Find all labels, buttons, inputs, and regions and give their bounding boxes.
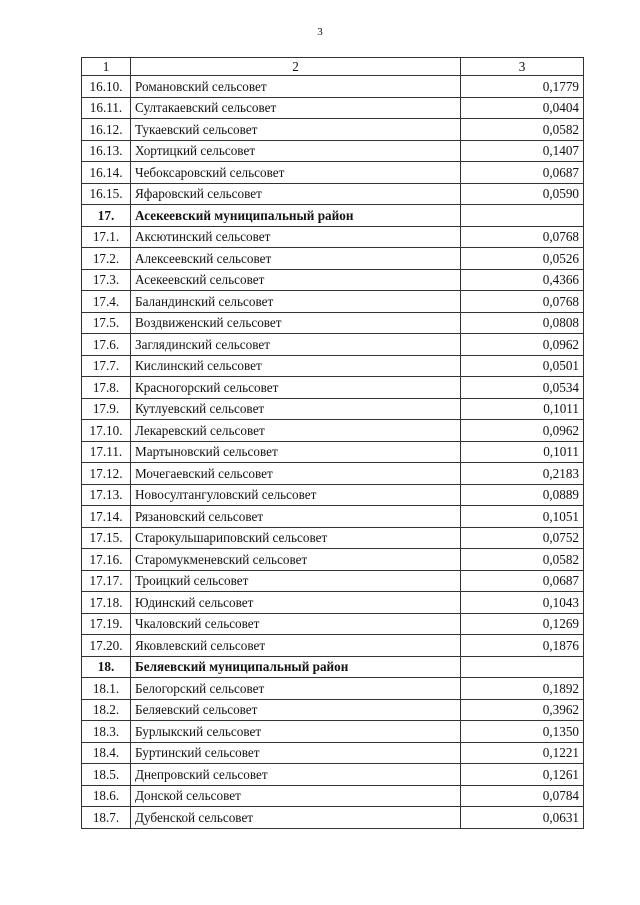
- column-header-name: 2: [131, 58, 461, 76]
- row-number: 17.17.: [82, 570, 131, 592]
- table-row: [82, 119, 584, 141]
- table-row: [82, 76, 584, 98]
- row-name: Аксютинский сельсовет: [131, 226, 461, 248]
- row-value: 0,1011: [461, 398, 584, 420]
- table-row: [82, 441, 584, 463]
- row-name: Хортицкий сельсовет: [131, 140, 461, 162]
- row-value: 0,0501: [461, 355, 584, 377]
- row-number: 16.12.: [82, 119, 131, 141]
- row-value: 0,0962: [461, 334, 584, 356]
- row-name: Буртинский сельсовет: [131, 742, 461, 764]
- row-name: Мочегаевский сельсовет: [131, 463, 461, 485]
- row-number: 18.7.: [82, 807, 131, 829]
- row-value: 0,0808: [461, 312, 584, 334]
- row-number: 17.15.: [82, 527, 131, 549]
- row-value: 0,4366: [461, 269, 584, 291]
- row-value: 0,0889: [461, 484, 584, 506]
- table-row: [82, 592, 584, 614]
- table-body: [82, 76, 584, 829]
- table-row: [82, 506, 584, 528]
- row-name: Султакаевский сельсовет: [131, 97, 461, 119]
- row-name: Красногорский сельсовет: [131, 377, 461, 399]
- row-number: 18.5.: [82, 764, 131, 786]
- row-number: 17.19.: [82, 613, 131, 635]
- row-name: Троицкий сельсовет: [131, 570, 461, 592]
- row-name: Асекеевский сельсовет: [131, 269, 461, 291]
- row-name: Асекеевский муниципальный район: [131, 205, 461, 227]
- row-number: 16.10.: [82, 76, 131, 98]
- row-name: Днепровский сельсовет: [131, 764, 461, 786]
- row-number: 17.14.: [82, 506, 131, 528]
- row-name: Яфаровский сельсовет: [131, 183, 461, 205]
- table-row: [82, 269, 584, 291]
- table-row: [82, 183, 584, 205]
- table-row: [82, 420, 584, 442]
- row-number: 17.2.: [82, 248, 131, 270]
- row-value: 0,1876: [461, 635, 584, 657]
- row-value: 0,0752: [461, 527, 584, 549]
- row-value: 0,3962: [461, 699, 584, 721]
- table-row: [82, 140, 584, 162]
- row-name: Беляевский сельсовет: [131, 699, 461, 721]
- row-name: Алексеевский сельсовет: [131, 248, 461, 270]
- section-row: [82, 205, 584, 227]
- row-number: 18.6.: [82, 785, 131, 807]
- row-name: Баландинский сельсовет: [131, 291, 461, 313]
- table-row: [82, 570, 584, 592]
- row-value: 0,1043: [461, 592, 584, 614]
- row-number: 17.4.: [82, 291, 131, 313]
- row-name: Дубенской сельсовет: [131, 807, 461, 829]
- table-row: [82, 312, 584, 334]
- row-name: Бурлыкский сельсовет: [131, 721, 461, 743]
- row-name: Тукаевский сельсовет: [131, 119, 461, 141]
- row-number: 17.16.: [82, 549, 131, 571]
- row-name: Кислинский сельсовет: [131, 355, 461, 377]
- row-number: 17.1.: [82, 226, 131, 248]
- row-name: Беляевский муниципальный район: [131, 656, 461, 678]
- page-number: 3: [317, 26, 323, 38]
- row-number: 18.: [82, 656, 131, 678]
- row-value: 0,0534: [461, 377, 584, 399]
- row-number: 16.15.: [82, 183, 131, 205]
- row-value: 0,0404: [461, 97, 584, 119]
- row-value: 0,1261: [461, 764, 584, 786]
- row-value: 0,0582: [461, 119, 584, 141]
- table-row: [82, 527, 584, 549]
- row-value: 0,1269: [461, 613, 584, 635]
- table-row: [82, 334, 584, 356]
- table-row: [82, 699, 584, 721]
- row-name: Юдинский сельсовет: [131, 592, 461, 614]
- row-name: Мартыновский сельсовет: [131, 441, 461, 463]
- row-number: 18.3.: [82, 721, 131, 743]
- row-value: 0,0582: [461, 549, 584, 571]
- row-name: Белогорский сельсовет: [131, 678, 461, 700]
- row-name: Старомукменевский сельсовет: [131, 549, 461, 571]
- row-number: 17.: [82, 205, 131, 227]
- row-value: 0,1051: [461, 506, 584, 528]
- table-row: [82, 807, 584, 829]
- table-row: [82, 226, 584, 248]
- row-value: 0,0962: [461, 420, 584, 442]
- row-number: 18.2.: [82, 699, 131, 721]
- table-row: [82, 785, 584, 807]
- row-name: Воздвиженский сельсовет: [131, 312, 461, 334]
- row-name: Старокульшариповский сельсовет: [131, 527, 461, 549]
- row-number: 17.12.: [82, 463, 131, 485]
- table-row: [82, 355, 584, 377]
- table-row: [82, 162, 584, 184]
- table-row: [82, 484, 584, 506]
- row-name: Романовский сельсовет: [131, 76, 461, 98]
- row-number: 18.1.: [82, 678, 131, 700]
- row-number: 16.11.: [82, 97, 131, 119]
- row-name: Лекаревский сельсовет: [131, 420, 461, 442]
- row-number: 16.14.: [82, 162, 131, 184]
- row-value: 0,0784: [461, 785, 584, 807]
- row-number: 18.4.: [82, 742, 131, 764]
- row-value: 0,1350: [461, 721, 584, 743]
- row-value: 0,0768: [461, 226, 584, 248]
- row-name: Яковлевский сельсовет: [131, 635, 461, 657]
- row-name: Чкаловский сельсовет: [131, 613, 461, 635]
- table-header-row: [82, 58, 584, 76]
- table-row: [82, 721, 584, 743]
- row-value: [461, 205, 584, 227]
- table-row: [82, 742, 584, 764]
- row-number: 17.10.: [82, 420, 131, 442]
- row-number: 17.18.: [82, 592, 131, 614]
- table-row: [82, 377, 584, 399]
- table-row: [82, 635, 584, 657]
- table-row: [82, 678, 584, 700]
- row-value: 0,0687: [461, 162, 584, 184]
- row-value: 0,2183: [461, 463, 584, 485]
- table-row: [82, 613, 584, 635]
- row-number: 16.13.: [82, 140, 131, 162]
- section-row: [82, 656, 584, 678]
- table-row: [82, 398, 584, 420]
- row-number: 17.13.: [82, 484, 131, 506]
- row-number: 17.8.: [82, 377, 131, 399]
- row-name: Новосултангуловский сельсовет: [131, 484, 461, 506]
- row-value: 0,0631: [461, 807, 584, 829]
- row-name: Заглядинский сельсовет: [131, 334, 461, 356]
- row-number: 17.20.: [82, 635, 131, 657]
- row-name: Донской сельсовет: [131, 785, 461, 807]
- row-number: 17.6.: [82, 334, 131, 356]
- table-row: [82, 291, 584, 313]
- table-row: [82, 463, 584, 485]
- row-value: 0,0687: [461, 570, 584, 592]
- table-row: [82, 764, 584, 786]
- column-header-value: 3: [461, 58, 584, 76]
- table-row: [82, 549, 584, 571]
- row-value: 0,0590: [461, 183, 584, 205]
- row-number: 17.11.: [82, 441, 131, 463]
- row-number: 17.5.: [82, 312, 131, 334]
- row-name: Рязановский сельсовет: [131, 506, 461, 528]
- row-name: Чебоксаровский сельсовет: [131, 162, 461, 184]
- row-value: 0,1779: [461, 76, 584, 98]
- row-value: 0,1407: [461, 140, 584, 162]
- row-number: 17.9.: [82, 398, 131, 420]
- row-value: 0,0526: [461, 248, 584, 270]
- row-value: [461, 656, 584, 678]
- table-row: [82, 248, 584, 270]
- row-value: 0,1221: [461, 742, 584, 764]
- column-header-number: 1: [82, 58, 131, 76]
- row-value: 0,0768: [461, 291, 584, 313]
- allocation-table: [81, 57, 584, 829]
- row-value: 0,1011: [461, 441, 584, 463]
- row-value: 0,1892: [461, 678, 584, 700]
- row-name: Кутлуевский сельсовет: [131, 398, 461, 420]
- row-number: 17.3.: [82, 269, 131, 291]
- table-row: [82, 97, 584, 119]
- row-number: 17.7.: [82, 355, 131, 377]
